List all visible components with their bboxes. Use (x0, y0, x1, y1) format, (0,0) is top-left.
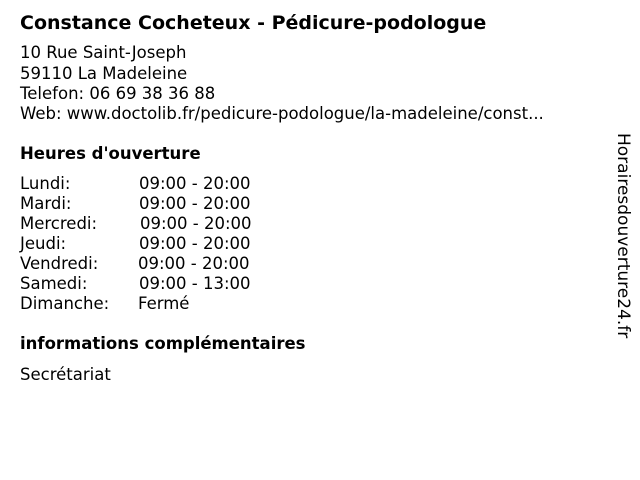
website-link: Web: www.doctolib.fr/pedicure-podologue/la-madeleine/const... (20, 104, 544, 123)
hours-day: Vendredi: (20, 254, 99, 273)
hours-row-saturday (20, 274, 320, 294)
additional-info-text: Secrétariat (20, 365, 111, 384)
hours-day: Mardi: (20, 194, 72, 213)
hours-row-thursday (20, 234, 320, 254)
hours-time: 09:00 - 20:00 (138, 254, 250, 273)
hours-day: Jeudi: (20, 234, 67, 253)
hours-time: 09:00 - 13:00 (139, 274, 251, 293)
hours-day: Lundi: (20, 174, 71, 193)
business-title: Constance Cocheteux - Pédicure-podologue (20, 12, 487, 34)
hours-day: Samedi: (20, 274, 88, 293)
hours-time: 09:00 - 20:00 (139, 174, 251, 193)
hours-row-tuesday (20, 194, 320, 214)
opening-hours-heading: Heures d'ouverture (20, 144, 201, 163)
hours-time: 09:00 - 20:00 (139, 194, 251, 213)
hours-row-monday (20, 174, 320, 194)
address-street: 10 Rue Saint-Joseph (20, 43, 187, 62)
hours-day: Dimanche: (20, 294, 110, 313)
hours-day: Mercredi: (20, 214, 98, 233)
hours-row-sunday (20, 294, 320, 314)
hours-row-wednesday (20, 214, 320, 234)
site-watermark: Horairesdouverture24.fr (613, 133, 633, 339)
hours-time: 09:00 - 20:00 (140, 214, 252, 233)
additional-info-heading: informations complémentaires (20, 334, 306, 353)
address-city: 59110 La Madeleine (20, 64, 188, 83)
hours-time: Fermé (138, 294, 190, 313)
hours-time: 09:00 - 20:00 (139, 234, 251, 253)
hours-row-friday (20, 254, 320, 274)
phone-number: Telefon: 06 69 38 36 88 (20, 84, 216, 103)
